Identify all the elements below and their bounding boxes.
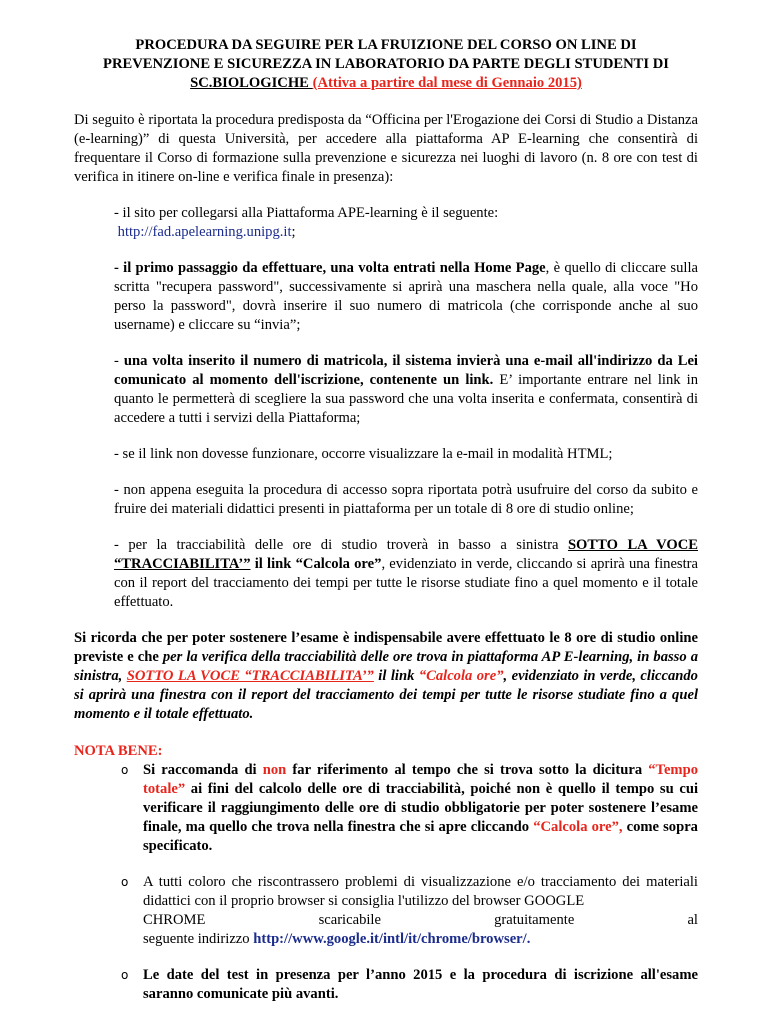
site-item-text: - il sito per collegarsi alla Piattaforma APE-learning è il seguente: (114, 205, 499, 221)
step-traceability-mid: il link (250, 556, 296, 572)
reminder-mid: il link (373, 668, 419, 684)
step-email-link (114, 352, 698, 428)
title-line-2: PREVENZIONE E SICUREZZA IN LABORATORIO DA PARTE DEGLI STUDENTI DI (103, 56, 669, 72)
reminder-bold: Si ricorda che per poter sostenere l’esame è indispensabile avere effettuato le 8 ore di studio online previste e che (74, 630, 698, 665)
step-email-link-text: E’ importante entrare nel link in quanto le permetterà di scegliere la sua password che una volta inserita e confermata, consentirà di accedere a tutti i servizi della Piattaforma; (114, 372, 698, 426)
title-line-3 (74, 74, 698, 93)
bullet-circle-icon: o (121, 763, 129, 777)
reminder-paragraph (74, 629, 698, 724)
bullet-circle-icon: o (121, 968, 129, 982)
note-browser-url-line: seguente indirizzo http://www.google.it/intl/it/chrome/browser/. (143, 931, 531, 947)
chrome-download-link[interactable]: http://www.google.it/intl/it/chrome/browser/. (253, 931, 531, 947)
nota-bene-list (74, 761, 698, 1004)
list-item (74, 873, 698, 949)
reminder-calcola-ore: “Calcola ore” (418, 668, 504, 684)
platform-link[interactable]: http://fad.apelearning.unipg.it (117, 224, 292, 240)
title-line-1: PROCEDURA DA SEGUIRE PER LA FRUIZIONE DEL CORSO ON LINE DI (135, 37, 637, 53)
note-browser-spread-line: CHROME scaricabile gratuitamente al (143, 912, 698, 928)
calcola-ore-label: “Calcola ore” (295, 556, 382, 572)
note-calcola-ore: “Calcola ore”, (533, 819, 623, 835)
intro-paragraph: Di seguito è riportata la procedura predisposta da “Officina per l'Erogazione dei Corsi di Studio a Distanza (e-learning)” di questa Università, per accedere alla piattaforma AP E-learning che consentirà di frequentare il Corso di formazione sulla prevenzione e sicurezza nei luoghi di lavoro (n. 8 ore con test di verifica in itinere on-line e verifica finale in presenza): (74, 112, 698, 185)
step-password-recovery-bold: - il primo passaggio da effettuare, una volta entrati nella Home Page (114, 260, 546, 276)
traceability-section-label: SOTTO LA VOCE “TRACCIABILITA’” (114, 537, 698, 572)
site-item-end: ; (291, 224, 296, 240)
step-email-link-bold: una volta inserito il numero di matricola, il sistema invierà una e-mail all'indirizzo da Lei comunicato al momento dell'iscrizione, contenente un link. (114, 353, 698, 388)
tempo-totale-label: “Tempo totale” (143, 762, 698, 797)
reminder-traceability-label: SOTTO LA VOCE “TRACCIABILITA’” (126, 668, 374, 684)
step-course-access: - non appena eseguita la procedura di accesso sopra riportata potrà usufruire del corso da subito e fruire dei materiali didattici presenti in piattaforma per un totale di 8 ore di studio online; (114, 482, 698, 517)
note-non-word: non (262, 762, 287, 778)
step-html-mode: - se il link non dovesse funzionare, occorre visualizzare la e-mail in modalità HTML; (114, 446, 613, 462)
step-traceability-text: - per la tracciabilità delle ore di studio troverà in basso a sinistra (114, 537, 568, 553)
note-time-warning: Si raccomanda di non far riferimento al tempo che si trova sotto la dicitura “Tempo totale” ai fini del calcolo delle ore di tracciabilità, poiché non è quello il tempo su cui verificare il raggiungimento delle ore di studio obbligatorie per poter sostenere l’esame finale, ma quello che trova nella finestra che si apre cliccando “Calcola ore”, come sopra specificato. (143, 762, 698, 854)
reminder-bold-italic: per la verifica della tracciabilità delle ore trova in piattaforma AP E-learning, in basso a sinistra, (74, 649, 698, 684)
step-traceability (114, 536, 698, 612)
step-traceability-rest: , evidenziato in verde, cliccando si aprirà una finestra con il report del tracciamento dei tempi per tutte le risorse studiate fino a quel momento e il totale effettuato. (114, 556, 698, 610)
list-item (74, 966, 698, 1004)
step-email-link-dash: - (114, 353, 124, 369)
note-exam-dates: Le date del test in presenza per l’anno 2015 e la procedura di iscrizione all'esame saranno comunicate più avanti. (143, 967, 698, 1002)
nota-bene-heading: NOTA BENE: (74, 743, 163, 759)
site-url-line (114, 223, 698, 242)
document-page (74, 36, 698, 1021)
note-browser-text: A tutti coloro che riscontrassero problemi di visualizzazione e/o tracciamento dei materiali didattici con il proprio browser si consiglia l'utilizzo del browser GOOGLE (143, 874, 698, 909)
list-item (74, 761, 698, 856)
title-activation-note: (Attiva a partire dal mese di Gennaio 2015) (312, 75, 582, 91)
title-course-group: SC.BIOLOGICHE (190, 75, 313, 91)
reminder-rest: , evidenziato in verde, cliccando si aprirà una finestra con il report del tracciamento dei tempi per tutte le risorse studiate fino a quel momento e il totale effettuato. (74, 668, 698, 722)
step-password-recovery (114, 259, 698, 335)
bullet-circle-icon: o (121, 875, 129, 889)
step-password-recovery-text: , è quello di cliccare sulla scritta "recupera password", successivamente si aprirà una maschera nella quale, alla voce "Ho perso la password", dovrà inserire il suo numero di matricola (che corrisponde anche al suo username) e cliccare su “invia”; (114, 260, 698, 333)
site-item (114, 204, 698, 242)
document-title (74, 36, 698, 93)
